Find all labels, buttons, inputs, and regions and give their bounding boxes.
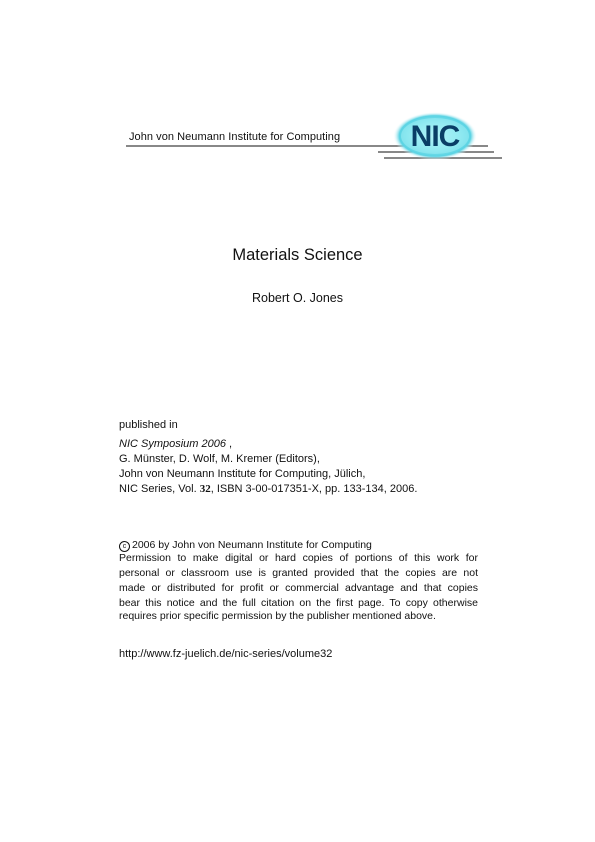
symposium-suffix: ,: [226, 438, 233, 450]
paper-title: Materials Science: [232, 246, 363, 264]
series-prefix: NIC Series, Vol.: [119, 483, 200, 495]
permission-line: requires prior specific permission by the publisher mentioned above.: [119, 610, 436, 622]
copyright-text: 2006 by John von Neumann Institute for Computing: [132, 539, 372, 551]
permission-line: Permission to make digital or hard copies of portions of this work for: [119, 552, 478, 564]
series-url[interactable]: http://www.fz-juelich.de/nic-series/volume32: [119, 648, 333, 660]
series-line: [119, 482, 417, 496]
published-in-label: published in: [119, 419, 178, 431]
publisher-line: John von Neumann Institute for Computing, Jülich,: [119, 468, 366, 480]
symposium-name: NIC Symposium 2006: [119, 438, 226, 450]
institute-header: John von Neumann Institute for Computing: [129, 131, 341, 143]
symposium-line: [119, 437, 232, 451]
permission-line: bear this notice and the full citation on the first page. To copy otherwise: [119, 597, 478, 609]
nic-logo-text: NIC: [410, 120, 460, 153]
author-name: Robert O. Jones: [251, 291, 343, 305]
editors-line: G. Münster, D. Wolf, M. Kremer (Editors),: [119, 453, 320, 465]
copyright-icon: c: [119, 541, 130, 552]
volume-number: 32: [199, 483, 211, 495]
permission-line: made or distributed for profit or commercial advantage and that copies: [119, 582, 478, 594]
permission-line: personal or classroom use is granted provided that the copies are not: [119, 567, 478, 579]
copyright-notice: [119, 538, 372, 552]
series-suffix: , ISBN 3-00-017351-X, pp. 133-134, 2006.: [210, 483, 418, 495]
